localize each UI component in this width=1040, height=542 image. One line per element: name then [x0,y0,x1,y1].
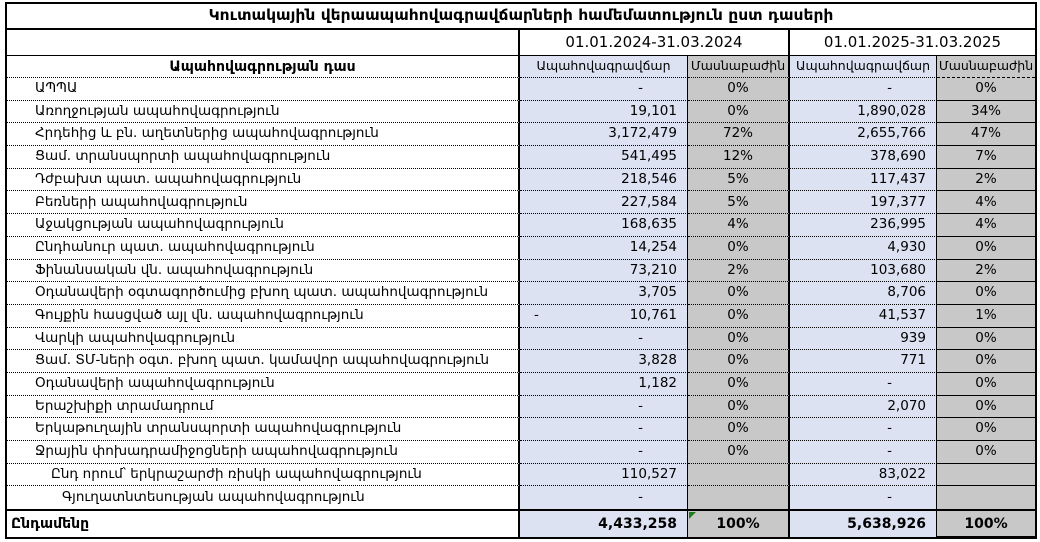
premium-2024-cell[interactable]: - [520,486,688,509]
row-label-cell[interactable]: Ընդ որում՝ երկրաշարժի ռիսկի ապահովագրություն [7,464,520,487]
row-label-cell[interactable]: Ընդհանուր պատ. ապահովագրություն [7,237,520,260]
share-2024-cell[interactable]: 0% [688,328,790,351]
error-indicator-icon [689,512,696,519]
share-2024-cell[interactable]: 0% [688,441,790,464]
row-label-cell[interactable]: Դժբախտ պատ. ապահովագրություն [7,169,520,192]
premium-2025-cell[interactable]: 117,437 [790,169,937,192]
share-2024-cell[interactable] [688,464,790,487]
share-2025-cell[interactable]: 7% [937,146,1035,169]
premium-2025-cell[interactable]: 2,655,766 [790,123,937,146]
row-label-cell[interactable]: Հրդեհից և բն. աղետներից ապահովագրություն [7,123,520,146]
row-label-cell[interactable]: Ֆինանսական վն. ապահովագրություն [7,260,520,283]
share-2024-cell[interactable]: 0% [688,373,790,396]
share-2024-cell[interactable]: 5% [688,191,790,214]
premium-2024-cell[interactable]: 1,182 [520,373,688,396]
share-2024-cell[interactable]: 72% [688,123,790,146]
premium-2025-cell[interactable]: 2,070 [790,396,937,419]
share-2025-cell[interactable]: 2% [937,260,1035,283]
row-label-cell[interactable]: ԱՊՊԱ [7,78,520,101]
premium-2024-cell[interactable]: - [520,441,688,464]
premium-2024-cell[interactable]: 3,705 [520,282,688,305]
share-2024-cell[interactable]: 0% [688,418,790,441]
share-2025-cell[interactable]: 0% [937,328,1035,351]
share-2024-header-cell[interactable]: Մասնաբաժին [688,56,790,78]
premium-2024-cell[interactable]: - [520,418,688,441]
row-label-cell[interactable]: Օդանավերի ապահովագրություն [7,373,520,396]
premium-2025-cell[interactable]: 197,377 [790,191,937,214]
premium-2024-cell[interactable]: 3,172,479 [520,123,688,146]
share-2025-cell[interactable]: 2% [937,169,1035,192]
premium-2025-cell[interactable]: 103,680 [790,260,937,283]
row-label-cell[interactable]: Բեռների ապահովագրություն [7,191,520,214]
row-label-cell[interactable]: Օդանավերի օգտագործումից բխող պատ. ապահովագրություն [7,282,520,305]
premium-2025-cell[interactable]: 378,690 [790,146,937,169]
row-label-cell[interactable]: Աջակցության ապահովագրություն [7,214,520,237]
share-2025-cell[interactable] [937,464,1035,487]
class-column-header-cell[interactable]: Ապահովագրության դաս [7,56,520,78]
premium-2025-cell[interactable]: 41,537 [790,305,937,328]
total-row-label-cell[interactable]: Ընդամենը [7,509,520,537]
premium-2024-cell[interactable]: 227,584 [520,191,688,214]
share-2024-cell[interactable]: 0% [688,282,790,305]
period-2025-header-cell[interactable]: 01.01.2025-31.03.2025 [790,30,1035,56]
share-2024-cell[interactable]: 0% [688,350,790,373]
row-label-cell[interactable]: Վարկի ապահովագրություն [7,328,520,351]
share-2025-cell[interactable]: 0% [937,282,1035,305]
total-premium-2025-cell[interactable]: 5,638,926 [790,509,937,537]
total-premium-2024-cell[interactable]: 4,433,258 [520,509,688,537]
premium-2024-cell[interactable]: - [520,328,688,351]
premium-2025-cell[interactable]: - [790,373,937,396]
premium-2024-cell[interactable]: - 10,761 [520,305,688,328]
premium-2024-cell[interactable]: 73,210 [520,260,688,283]
share-2025-cell[interactable]: 0% [937,441,1035,464]
premium-2025-cell[interactable]: - [790,486,937,509]
premium-2024-cell[interactable]: 19,101 [520,101,688,124]
premium-2024-header-cell[interactable]: Ապահովագրավճար [520,56,688,78]
share-2025-cell[interactable]: 0% [937,78,1035,101]
premium-2024-cell[interactable]: 14,254 [520,237,688,260]
premium-2025-cell[interactable]: 939 [790,328,937,351]
total-share-2025-cell[interactable]: 100% [937,509,1035,537]
share-2025-cell[interactable]: 0% [937,418,1035,441]
premium-2025-cell[interactable]: 4,930 [790,237,937,260]
share-2024-cell[interactable] [688,486,790,509]
reinsurance-comparison-table [5,2,1037,539]
premium-2024-cell[interactable]: 3,828 [520,350,688,373]
table-title: Կուտակային վերաապահովագրավճարների համեմատություն ըստ դասերի [7,4,1035,30]
premium-2024-cell[interactable]: 218,546 [520,169,688,192]
share-2025-cell[interactable]: 34% [937,101,1035,124]
share-2025-cell[interactable]: 0% [937,237,1035,260]
row-label-cell[interactable]: Առողջության ապահովագրություն [7,101,520,124]
share-2024-cell[interactable]: 0% [688,78,790,101]
premium-2024-cell[interactable]: - [520,396,688,419]
premium-2025-cell[interactable]: 8,706 [790,282,937,305]
share-2025-cell[interactable]: 1% [937,305,1035,328]
row-label-cell[interactable]: Ջրային փոխադրամիջոցների ապահովագրություն [7,441,520,464]
row-label-cell[interactable]: Ցամ. տրանսպորտի ապահովագրություն [7,146,520,169]
premium-2024-cell[interactable]: 168,635 [520,214,688,237]
share-2024-cell[interactable]: 4% [688,214,790,237]
share-2024-cell[interactable]: 0% [688,101,790,124]
premium-2025-cell[interactable]: - [790,78,937,101]
premium-2025-cell[interactable]: 83,022 [790,464,937,487]
total-share-2024-cell[interactable] [688,509,790,537]
share-2025-cell[interactable]: 47% [937,123,1035,146]
share-2024-cell[interactable]: 0% [688,305,790,328]
share-2025-cell[interactable]: 0% [937,373,1035,396]
premium-2024-cell[interactable]: 541,495 [520,146,688,169]
premium-2025-cell[interactable]: 1,890,028 [790,101,937,124]
share-2024-cell[interactable]: 0% [688,396,790,419]
class-column-spacer-cell[interactable] [7,30,520,56]
premium-2025-cell[interactable]: 771 [790,350,937,373]
share-2024-cell[interactable]: 0% [688,237,790,260]
premium-2025-cell[interactable]: - [790,418,937,441]
row-label-cell[interactable]: Ցամ. ՏՄ-ների օգտ. բխող պատ. կամավոր ապահովագրություն [7,350,520,373]
premium-2024-cell[interactable]: - [520,78,688,101]
period-2024-header-cell[interactable]: 01.01.2024-31.03.2024 [520,30,790,56]
share-2024-cell[interactable]: 12% [688,146,790,169]
share-2025-cell[interactable]: 0% [937,350,1035,373]
share-2024-cell[interactable]: 2% [688,260,790,283]
premium-2025-header-cell[interactable]: Ապահովագրավճար [790,56,937,78]
row-label-cell[interactable]: Գույքին հասցված այլ վն. ապահովագրություն [7,305,520,328]
premium-2025-cell[interactable]: 236,995 [790,214,937,237]
share-2025-header-cell[interactable]: Մասնաբաժին [937,56,1035,78]
share-2024-cell[interactable]: 5% [688,169,790,192]
row-label-cell[interactable]: Երկաթուղային տրանսպորտի ապահովագրություն [7,418,520,441]
total-share-2024-value: 100% [716,516,760,533]
row-label-cell[interactable]: Երաշխիքի տրամադրում [7,396,520,419]
row-label-cell[interactable]: Գյուղատնտեսության ապահովագրություն [7,486,520,509]
share-2025-cell[interactable]: 0% [937,396,1035,419]
share-2025-cell[interactable]: 4% [937,214,1035,237]
premium-2024-cell[interactable]: 110,527 [520,464,688,487]
share-2025-cell[interactable] [937,486,1035,509]
premium-2025-cell[interactable]: - [790,441,937,464]
share-2025-cell[interactable]: 4% [937,191,1035,214]
